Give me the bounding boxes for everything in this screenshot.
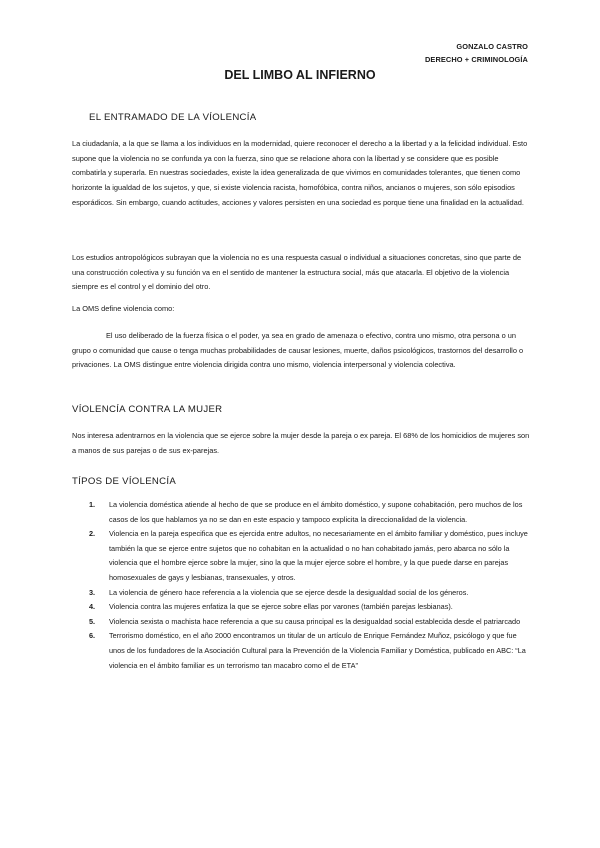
list-item-text: Violencia en la pareja especifica que es ejercida entre adultos, no necesariamente en el ámbito familiar y doméstico, pues incluye también la que se ejerce entre sujetos que no cohabitan en la actualidad o no han cohabitado jamás, pero abarca no sólo la violencia que el hombre ejerce sobre la mujer, sino la que la mujer ejerce sobre el hombre, y la que puede darse en parejas homosexuales de gays y lesbianas, transexuales, y otros.: [109, 529, 528, 582]
list-item-text: La violencia de género hace referencia a la violencia que se ejerce desde la desigualdad social de los géneros.: [109, 587, 469, 597]
list-item-number: 3.: [89, 587, 96, 597]
list-item: [72, 600, 530, 615]
list-item-number: 5.: [89, 616, 96, 626]
list-item-number: 6.: [89, 631, 96, 641]
list-item-text: La violencia doméstica atiende al hecho de que se produce en el ámbito doméstico, y supone cohabitación, pero muchos de los casos de los que hablamos ya no se dan en este espacio y tampoco explicita la direccionalidad de la violencia.: [109, 500, 523, 524]
list-item-text: Violencia sexista o machista hace referencia a que su causa principal es la desigualdad social establecida desde el patriarcado: [109, 616, 521, 626]
paragraph-pareja: Nos interesa adentrarnos en la violencia que se ejerce sobre la mujer desde la pareja o ex pareja. El 68% de los homicidios de mujeres son a manos de sus parejas o de sus ex-parejas.: [72, 431, 530, 455]
paragraph-ciudadania: La ciudadanía, a la que se llama a los individuos en la modernidad, quiere reconocer el derecho a la libertad y a la felicidad individual. Esto supone que la violencia no se confunda ya con la fuerza, sino que se relacione ahora con la libertad y se considere que es posible combatirla y superarla. En nuestras sociedades, existe la idea generalizada de que vivimos en comunidades tolerantes, que tienen como horizonte la igualdad de los sujetos, y que, si existe violencia racista, homofóbica, contra niños, ancianos o mujeres, son sólo episodios esporádicos. Sin embargo, cuando actitudes, acciones y valores persisten en una sociedad es porque tiene una finalidad en la actualidad.: [72, 139, 528, 207]
list-item-text: Terrorismo doméstico, en el año 2000 encontramos un titular de un artículo de Enrique Fernández Muñoz, psicólogo y que fue unos de los fundadores de la Asociación Cultural para la Prevención de la Violencia Familiar y Doméstica, publicado en ABC: “La violencia en el ámbito familiar es un terrorismo tan macabro como el de ETA”: [109, 631, 526, 670]
list-item: [72, 586, 530, 601]
author-block: [425, 40, 528, 66]
list-item-text: Violencia contra las mujeres enfatiza la que se ejerce sobre ellas por varones (también parejas lesbianas).: [109, 602, 453, 612]
tipos-list: [72, 498, 530, 673]
oms-definition-quote: El uso deliberado de la fuerza física o el poder, ya sea en grado de amenaza o efectivo, contra uno mismo, otra persona o un grupo o comunidad que cause o tenga muchas probabilidades de causar lesiones, muerte, daños psicológicos, trastornos del desarrollo o privaciones. La OMS distingue entre violencia dirigida contra uno mismo, violencia interpersonal y violencia colectiva.: [72, 331, 524, 370]
paragraph-estudios: Los estudios antropológicos subrayan que la violencia no es una respuesta casual o individual a situaciones concretas, sino que parte de una construcción colectiva y su función va en el sentido de mantener la estructura social, más que atacarla. El objetivo de la violencia siempre es el control y el dominio del otro.: [72, 253, 522, 292]
section-heading-tipos: TÍPOS DE VÍOLENCÍA: [72, 476, 177, 487]
list-item-number: 2.: [89, 529, 96, 539]
list-item: [72, 498, 530, 527]
author-subject: DERECHO + CRIMINOLOGÍA: [424, 55, 528, 64]
list-item: [72, 615, 530, 630]
paragraph-oms-intro: La OMS define violencia como:: [72, 304, 175, 313]
list-item: [72, 527, 530, 585]
document-title: DEL LIMBO AL INFIERNO: [224, 68, 376, 82]
list-item-number: 4.: [89, 602, 96, 612]
list-item-number: 1.: [89, 500, 96, 509]
author-name: GONZALO CASTRO: [456, 42, 528, 51]
list-item: [72, 629, 530, 673]
section-heading-mujer: VÍOLENCÍA CONTRA LA MUJER: [72, 404, 223, 415]
section-heading-entramado: EL ENTRAMADO DE LA VÍOLENCÍA: [89, 112, 257, 123]
